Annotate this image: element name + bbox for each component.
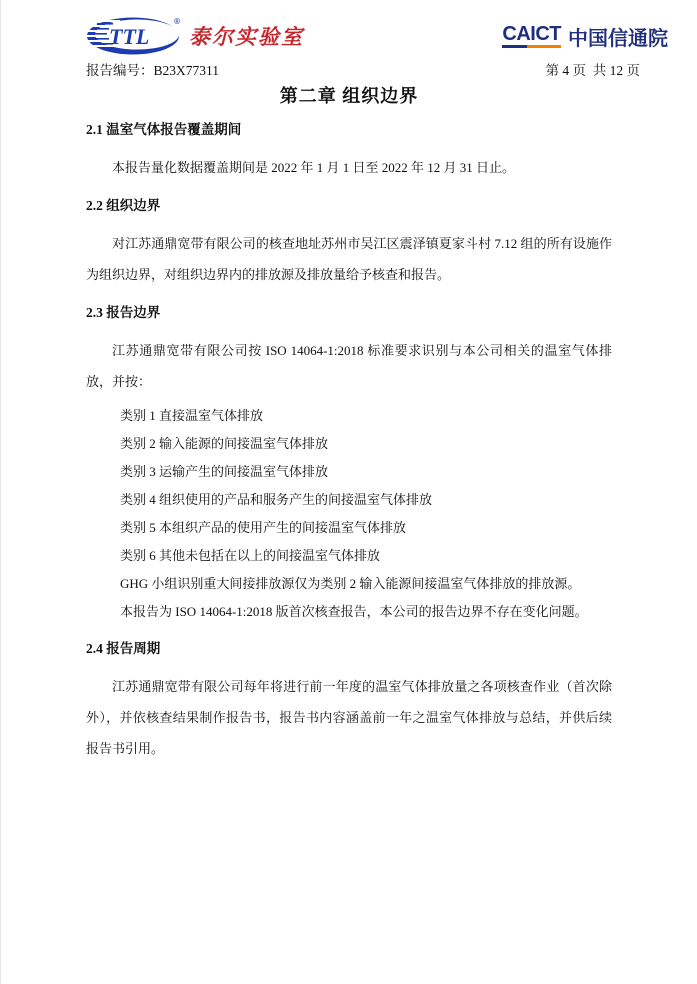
list-item-category-5: 类别 5 本组织产品的使用产生的间接温室气体排放 (120, 520, 407, 535)
category-list (86, 402, 612, 626)
list-item-category-1: 类别 1 直接温室气体排放 (120, 408, 264, 423)
caict-logo (502, 22, 668, 51)
list-item-category-3: 类别 3 运输产生的间接温室气体排放 (120, 464, 329, 479)
report-number: 报告编号：B23X77311 (86, 63, 220, 78)
caict-underline-icon (502, 45, 561, 48)
report-info-row (86, 62, 668, 79)
section-heading-2-4: 2.4 报告周期 (86, 641, 161, 656)
page-header (1, 0, 697, 79)
list-item-ghg-note: GHG 小组识别重大间接排放源仅为类别 2 输入能源间接温室气体排放的排放源。 (120, 576, 581, 591)
ttl-logo (86, 15, 304, 57)
paragraph-2-4: 江苏通鼎宽带有限公司每年将进行前一年度的温室气体排放量之各项核查作业（首次除外），并依核查结果制作报告书，报告书内容涵盖前一年之温室气体排放与总结，并供后续报告书引用。 (86, 679, 612, 756)
chapter-title: 第二章 组织边界 (279, 86, 419, 106)
ttl-wordmark: TTL (109, 24, 150, 49)
list-item-category-4: 类别 4 组织使用的产品和服务产生的间接温室气体排放 (120, 492, 433, 507)
section-heading-2-3: 2.3 报告边界 (86, 305, 161, 320)
section-heading-2-1: 2.1 温室气体报告覆盖期间 (86, 122, 242, 137)
ttl-ellipse-icon (86, 15, 186, 57)
list-item-first-verification-note: 本报告为 ISO 14064-1:2018 版首次核查报告，本公司的报告边界不存在变化问题。 (120, 604, 588, 619)
page-indicator: 第 4 页 共 12 页 (545, 63, 640, 78)
caict-wordmark: CAICT (502, 23, 561, 45)
paragraph-2-2: 对江苏通鼎宽带有限公司的核查地址苏州市吴江区震泽镇夏家斗村 7.12 组的所有设施作为组织边界，对组织边界内的排放源及排放量给予核查和报告。 (86, 236, 612, 282)
paragraph-2-1: 本报告量化数据覆盖期间是 2022 年 1 月 1 日至 2022 年 12 月 31 日止。 (112, 160, 516, 175)
list-item-category-2: 类别 2 输入能源的间接温室气体排放 (120, 436, 329, 451)
caict-chinese-name: 中国信通院 (568, 27, 668, 50)
logo-row (86, 14, 668, 58)
registered-mark-icon: ® (173, 17, 181, 26)
section-heading-2-2: 2.2 组织边界 (86, 198, 161, 213)
ttl-chinese-name: 泰尔实验室 (189, 25, 304, 49)
list-item-category-6: 类别 6 其他未包括在以上的间接温室气体排放 (120, 548, 381, 563)
document-body (86, 85, 612, 764)
caict-wordmark-wrap (502, 24, 561, 48)
paragraph-2-3: 江苏通鼎宽带有限公司按 ISO 14064-1:2018 标准要求识别与本公司相关的温室气体排放，并按： (86, 343, 612, 389)
